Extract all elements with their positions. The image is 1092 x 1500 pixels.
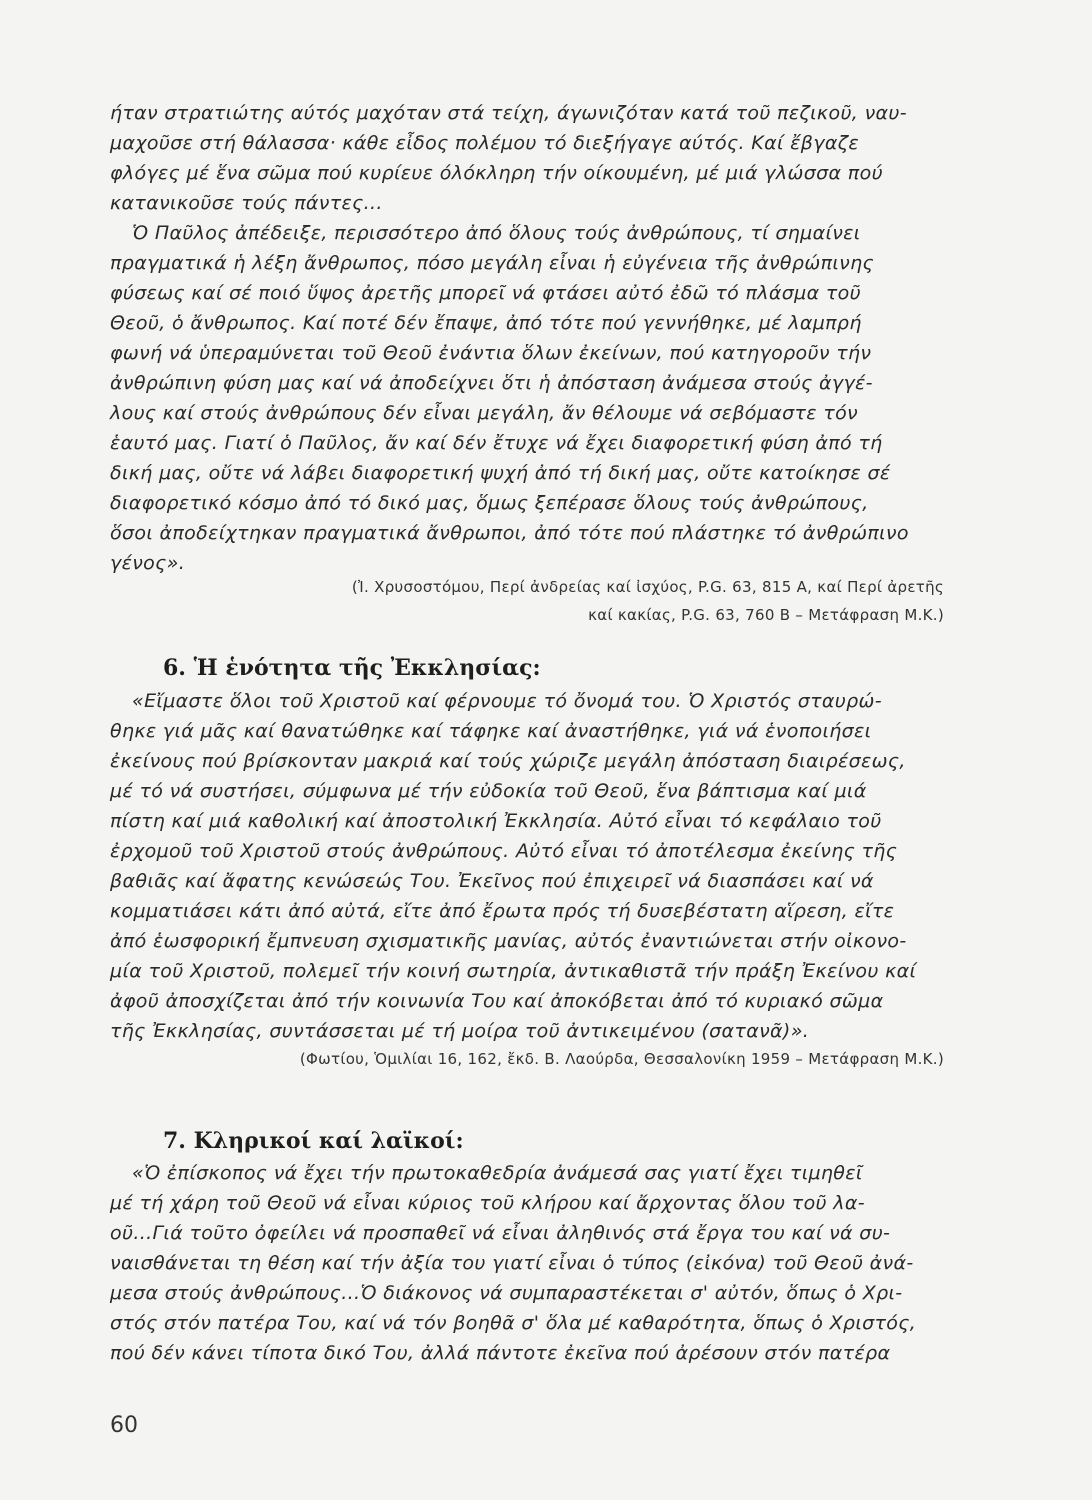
text-line: ἀνθρώπινη φύση μας καί νά ἀποδείχνει ὅτι ἡ ἀπόσταση ἀνάμεσα στούς ἀγγέ-: [110, 372, 873, 394]
text-line: ήταν στρατιώτης αύτός μαχόταν στά τείχη, άγωνιζόταν κατά τοῦ πεζικοῦ, ναυ-: [110, 102, 907, 124]
text-line: τῆς Ἐκκλησίας, συντάσσεται μέ τή μοίρα τοῦ ἀντικειμένου (σατανᾶ)».: [110, 1020, 810, 1042]
text-line: πραγματικά ἡ λέξη ἄνθρωπος, πόσο μεγάλη εἶναι ἡ εὐγένεια τῆς ἀνθρώπινης: [110, 252, 875, 274]
citation-line: (Φωτίου, Ὁμιλίαι 16, 162, ἔκδ. Β. Λαούρδα, Θεσσαλονίκη 1959 – Μετάφραση Μ.Κ.): [299, 1050, 944, 1068]
text-line: ἀφοῦ ἀποσχίζεται ἀπό τήν κοινωνία Του καί ἀποκόβεται ἀπό τό κυριακό σῶμα: [110, 990, 884, 1012]
citation-line: (Ἰ. Χρυσοστόμου, Περί ἀνδρείας καί ἰσχύος, P.G. 63, 815 Α, καί Περί ἀρετῆς: [351, 578, 944, 596]
text-line: βαθιᾶς καί ἄφατης κενώσεώς Του. Ἐκεῖνος πού ἐπιχειρεῖ νά διασπάσει καί νά: [110, 870, 874, 892]
text-line: ἑαυτό μας. Γιατί ὁ Παῦλος, ἄν καί δέν ἔτυχε νά ἔχει διαφορετική φύση ἀπό τή: [110, 432, 883, 454]
text-line: γένος».: [110, 552, 186, 574]
text-line: Θεοῦ, ὁ ἄνθρωπος. Καί ποτέ δέν ἔπαψε, ἀπό τότε πού γεννήθηκε, μέ λαμπρή: [110, 312, 862, 334]
text-line: πού δέν κάνει τίποτα δικό Του, ἀλλά πάντοτε ἐκεῖνα πού ἀρέσουν στόν πατέρα: [110, 1342, 891, 1364]
text-line: ὅσοι ἀποδείχτηκαν πραγματικά ἄνθρωποι, ἀπό τότε πού πλάστηκε τό ἀνθρώπινο: [110, 522, 909, 544]
text-line: ἐκείνους πού βρίσκονταν μακριά καί τούς χώριζε μεγάλη ἀπόσταση διαιρέσεως,: [110, 750, 906, 772]
text-line: «Ὁ ἐπίσκοπος νά ἔχει τήν πρωτοκαθεδρία ἀνάμεσά σας γιατί ἔχει τιμηθεῖ: [132, 1162, 863, 1184]
text-line: οῦ...Γιά τοῦτο ὀφείλει νά προσπαθεῖ νά εἶναι ἀληθινός στά ἔργα του καί νά συ-: [110, 1222, 891, 1244]
citation-line: καί κακίας, P.G. 63, 760 Β – Μετάφραση Μ.Κ.): [588, 606, 944, 624]
text-line: Ὁ Παῦλος ἀπέδειξε, περισσότερο ἀπό ὅλους τούς ἀνθρώπους, τί σημαίνει: [132, 222, 861, 244]
text-line: μεσα στούς ἀνθρώπους...Ὁ διάκονος νά συμπαραστέκεται σ' αὐτόν, ὅπως ὁ Χρι-: [110, 1282, 903, 1304]
text-line: μία τοῦ Χριστοῦ, πολεμεῖ τήν κοινή σωτηρία, ἀντικαθιστᾶ τήν πράξη Ἐκείνου καί: [110, 960, 917, 982]
text-line: κατανικοῦσε τούς πάντες...: [110, 192, 383, 214]
text-line: ναισθάνεται τη θέση καί τήν ἀξία του γιατί εἶναι ὁ τύπος (εἰκόνα) τοῦ Θεοῦ ἀνά-: [110, 1252, 914, 1274]
text-line: πίστη καί μιά καθολική καί ἀποστολική Ἐκκλησία. Αὐτό εἶναι τό κεφάλαιο τοῦ: [110, 810, 882, 832]
section-6-heading: 6. Ἡ ἑνότητα τῆς Ἐκκλησίας:: [163, 655, 541, 681]
section-7-heading: 7. Κληρικοί καί λαϊκοί:: [163, 1128, 464, 1154]
text-line: φύσεως καί σέ ποιό ὕψος ἀρετῆς μπορεῖ νά φτάσει αὐτό ἐδῶ τό πλάσμα τοῦ: [110, 282, 861, 304]
text-line: λους καί στούς ἀνθρώπους δέν εἶναι μεγάλη, ἄν θέλουμε νά σεβόμαστε τόν: [110, 402, 859, 424]
text-line: φλόγες μέ ἕνα σῶμα πού κυρίευε όλόκληρη τήν οίκουμένη, μέ μιά γλώσσα πού: [110, 162, 883, 184]
text-line: ἐρχομοῦ τοῦ Χριστοῦ στούς ἀνθρώπους. Αὐτό εἶναι τό ἀποτέλεσμα ἐκείνης τῆς: [110, 840, 898, 862]
text-line: μέ τό νά συστήσει, σύμφωνα μέ τήν εὐδοκία τοῦ Θεοῦ, ἕνα βάπτισμα καί μιά: [110, 780, 867, 802]
text-line: θηκε γιά μᾶς καί θανατώθηκε καί τάφηκε καί ἀναστήθηκε, γιά νά ἑνοποιήσει: [110, 720, 872, 742]
text-line: κομματιάσει κάτι ἀπό αὐτά, εἴτε ἀπό ἔρωτα πρός τή δυσεβέστατη αἵρεση, εἴτε: [110, 900, 895, 922]
page-number: 60: [110, 1413, 138, 1438]
text-line: μέ τή χάρη τοῦ Θεοῦ νά εἶναι κύριος τοῦ κλήρου καί ἄρχοντας ὅλου τοῦ λα-: [110, 1192, 865, 1214]
text-line: ἀπό ἑωσφορική ἔμπνευση σχισματικῆς μανίας, αὐτός ἐναντιώνεται στήν οἰκονο-: [110, 930, 907, 952]
text-line: «Εἴμαστε ὅλοι τοῦ Χριστοῦ καί φέρνουμε τό ὄνομά του. Ὁ Χριστός σταυρώ-: [132, 690, 882, 712]
text-line: μαχοῦσε στή θάλασσα· κάθε εἶδος πολέμου τό διεξήγαγε αύτός. Καί ἔβγαζε: [110, 132, 860, 154]
text-line: δική μας, οὔτε νά λάβει διαφορετική ψυχή ἀπό τή δική μας, οὔτε κατοίκησε σέ: [110, 462, 891, 484]
text-line: διαφορετικό κόσμο ἀπό τό δικό μας, ὅμως ξεπέρασε ὅλους τούς ἀνθρώπους,: [110, 492, 869, 514]
text-line: φωνή νά ὑπεραμύνεται τοῦ Θεοῦ ἐνάντια ὅλων ἐκείνων, πού κατηγοροῦν τήν: [110, 342, 872, 364]
text-line: στός στόν πατέρα Του, καί νά τόν βοηθᾶ σ' ὅλα μέ καθαρότητα, ὅπως ὁ Χριστός,: [110, 1312, 917, 1334]
